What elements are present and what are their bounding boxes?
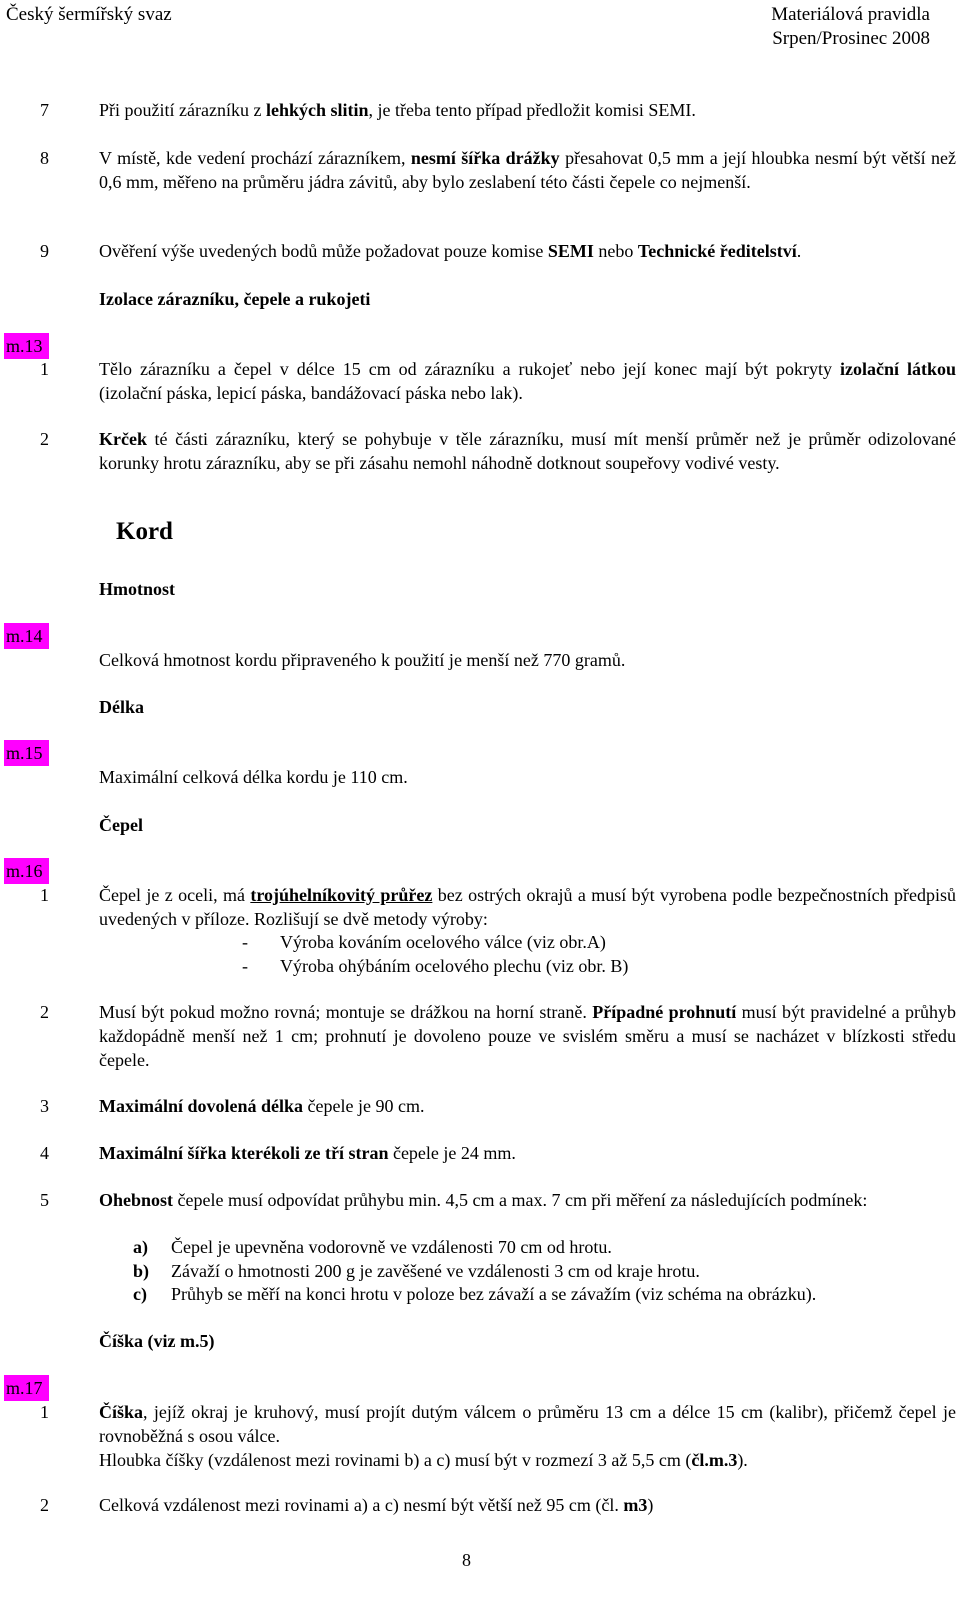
list-item-c: Průhyb se měří na konci hrotu v poloze bez závaží a se závažím (viz schéma na obrázku). bbox=[171, 1284, 817, 1304]
section-heading-izolace: Izolace zárazníku, čepele a rukojeti bbox=[99, 289, 371, 309]
item-number: 2 bbox=[40, 1002, 49, 1022]
marker-m14: m.14 bbox=[4, 623, 49, 649]
paragraph-9: Ověření výše uvedených bodů může požadovat pouze komise SEMI nebo Technické ředitelství. bbox=[99, 241, 802, 261]
item-number: 1 bbox=[40, 359, 49, 379]
section-heading-delka: Délka bbox=[99, 697, 144, 717]
list-item-method-2: Výroba ohýbáním ocelového plechu (viz obr. B) bbox=[280, 956, 629, 976]
page-number: 8 bbox=[462, 1550, 471, 1570]
item-number: 3 bbox=[40, 1096, 49, 1116]
chapter-heading-kord: Kord bbox=[116, 518, 173, 545]
marker-m16: m.16 bbox=[4, 858, 49, 884]
paragraph-7: Při použití zárazníku z lehkých slitin, je třeba tento případ předložit komisi SEMI. bbox=[99, 100, 696, 120]
list-item-b: Závaží o hmotnosti 200 g je zavěšené ve vzdálenosti 3 cm od kraje hrotu. bbox=[171, 1261, 700, 1281]
list-item-a: Čepel je upevněna vodorovně ve vzdálenosti 70 cm od hrotu. bbox=[171, 1237, 612, 1257]
list-label-a: a) bbox=[133, 1237, 148, 1257]
item-number: 9 bbox=[40, 241, 49, 261]
item-number: 1 bbox=[40, 885, 49, 905]
list-dash: - bbox=[242, 932, 248, 952]
header-right-title: Materiálová pravidla bbox=[771, 4, 930, 25]
paragraph-m15: Maximální celková délka kordu je 110 cm. bbox=[99, 767, 408, 787]
item-number: 8 bbox=[40, 148, 49, 168]
paragraph-8: V místě, kde vedení prochází zárazníkem, nesmí šířka drážky přesahovat 0,5 mm a její hloubka nesmí být větší než 0,6 mm, měřeno na průměru jádra závitů, aby bylo zeslabení této části čepele co nejmenší. bbox=[99, 148, 956, 192]
paragraph-m16-5: Ohebnost čepele musí odpovídat průhybu min. 4,5 cm a max. 7 cm při měření za následujících podmínek: bbox=[99, 1190, 868, 1210]
paragraph-m17-2: Celková vzdálenost mezi rovinami a) a c) nesmí být větší než 95 cm (čl. m3) bbox=[99, 1495, 654, 1515]
paragraph-m16-3: Maximální dovolená délka čepele je 90 cm. bbox=[99, 1096, 425, 1116]
marker-m17: m.17 bbox=[4, 1375, 49, 1401]
paragraph-m17-1: Číška, jejíž okraj je kruhový, musí projít dutým válcem o průměru 13 cm a délce 15 cm (kalibr), přičemž čepel je rovnoběžná s osou válce. Hloubka číšky (vzdálenost mezi rovinami b) a c) musí být v rozmezí 3 až 5,5 cm (čl.m.3). bbox=[99, 1402, 956, 1470]
paragraph-m13-2: Krček té části zárazníku, který se pohybuje v těle zárazníku, musí mít menší průměr než je průměr odizolované korunky hrotu zárazníku, aby se při zásahu nemohl náhodně dotknout soupeřovy vodivé vesty. bbox=[99, 429, 956, 473]
section-heading-ciska: Číška (viz m.5) bbox=[99, 1331, 215, 1351]
list-dash: - bbox=[242, 956, 248, 976]
item-number: 7 bbox=[40, 100, 49, 120]
marker-m15: m.15 bbox=[4, 740, 49, 766]
item-number: 2 bbox=[40, 429, 49, 449]
paragraph-m16-4: Maximální šířka kterékoli ze tří stran čepele je 24 mm. bbox=[99, 1143, 516, 1163]
paragraph-m13-1: Tělo zárazníku a čepel v délce 15 cm od zárazníku a rukojeť nebo její konec mají být pokryty izolační látkou (izolační páska, lepicí páska, bandážovací páska nebo lak). bbox=[99, 359, 957, 403]
item-number: 4 bbox=[40, 1143, 49, 1163]
list-label-c: c) bbox=[133, 1284, 147, 1304]
paragraph-m14: Celková hmotnost kordu připraveného k použití je menší než 770 gramů. bbox=[99, 650, 626, 670]
paragraph-m16-2: Musí být pokud možno rovná; montuje se drážkou na horní straně. Případné prohnutí musí být pravidelné a průhyb každopádně menší než 1 cm; prohnutí je dovoleno pouze ve svislém směru a musí se nacházet v blízkosti středu čepele. bbox=[99, 1002, 956, 1070]
header-left: Český šermířský svaz bbox=[6, 4, 172, 25]
section-heading-cepel: Čepel bbox=[99, 815, 143, 835]
section-heading-hmotnost: Hmotnost bbox=[99, 579, 175, 599]
marker-m13: m.13 bbox=[4, 333, 49, 359]
item-number: 5 bbox=[40, 1190, 49, 1210]
list-item-method-1: Výroba kováním ocelového válce (viz obr.A) bbox=[280, 932, 606, 952]
item-number: 1 bbox=[40, 1402, 49, 1422]
header-right-date: Srpen/Prosinec 2008 bbox=[772, 28, 930, 49]
paragraph-m16-1: Čepel je z oceli, má trojúhelníkovitý průřez bez ostrých okrajů a musí být vyrobena podle bezpečnostních předpisů uvedených v příloze. Rozlišují se dvě metody výroby: bbox=[99, 885, 956, 929]
list-label-b: b) bbox=[133, 1261, 150, 1281]
item-number: 2 bbox=[40, 1495, 49, 1515]
